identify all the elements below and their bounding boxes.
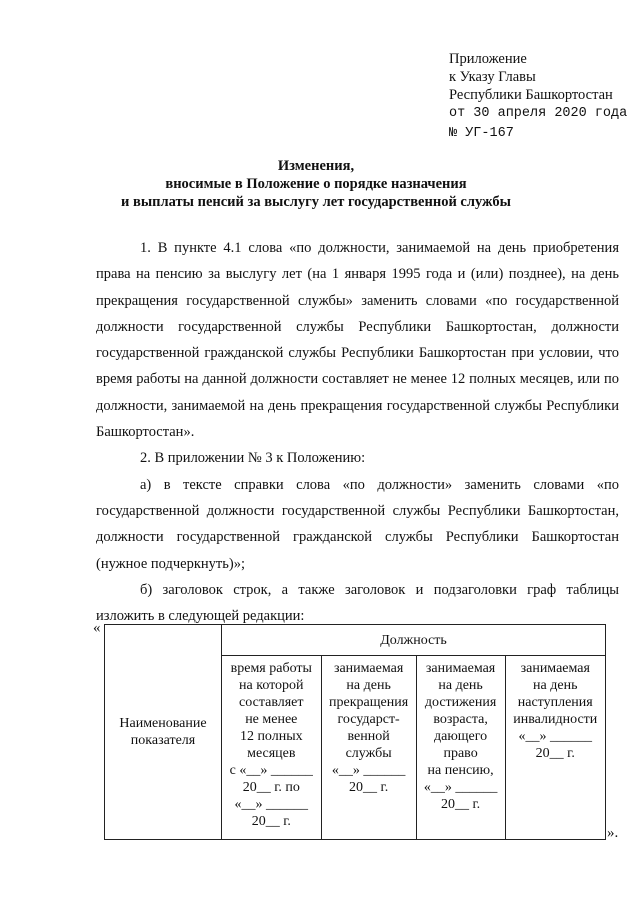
title-line-1: Изменения, <box>277 158 355 174</box>
col-pension-age-day <box>416 656 505 840</box>
col2-line: «__» ______ <box>331 763 406 778</box>
col-work-time <box>222 656 322 840</box>
appendix-block <box>449 50 627 144</box>
appendix-number: № УГ-167 <box>449 126 514 141</box>
col3-line: 20__ г. <box>441 797 481 812</box>
document-title <box>96 157 536 211</box>
col4-line: 20__ г. <box>535 746 575 761</box>
paragraph-3: а) в тексте справки слова «по должности» заменить словами «по государственной должности государственной службы Республики Башкортостан, должности государственной гражданской службы Республики Башкортостан (нужное подчеркнуть)»; <box>96 476 619 572</box>
col1-line: «__» ______ <box>234 797 309 812</box>
row-header-cell: Наименование показателя <box>105 625 222 840</box>
col1-line: месяцев <box>247 746 296 761</box>
paragraph-4-line-2: изложить в следующей редакции: <box>96 608 305 625</box>
appendix-title: Приложение <box>449 51 527 67</box>
title-line-2: вносимые в Положение о порядке назначения <box>165 176 467 192</box>
col4-line: наступления <box>517 695 593 710</box>
document-body <box>96 235 619 629</box>
appendix-republic: Республики Башкортостан <box>449 87 613 103</box>
title-line-3: и выплаты пенсий за выслугу лет государственной службы <box>121 194 511 210</box>
col1-line: 12 полных <box>239 729 303 744</box>
col4-line: инвалидности <box>513 712 598 727</box>
quote-close: ». <box>607 825 619 841</box>
col3-line: на день <box>438 678 483 693</box>
col-disability-day <box>505 656 605 840</box>
paragraph-2: 2. В приложении № 3 к Положению: <box>140 450 366 467</box>
col3-line: достижения <box>424 695 497 710</box>
col2-line: прекращения <box>329 695 409 710</box>
col2-line: государст- <box>337 712 400 727</box>
col3-line: занимаемая <box>425 661 496 676</box>
col3-line: возраста, <box>433 712 488 727</box>
col1-line: 20__ г. <box>251 814 291 829</box>
col2-line: занимаемая <box>333 661 404 676</box>
col4-line: на день <box>533 678 578 693</box>
appendix-decree-ref: к Указу Главы <box>449 69 536 85</box>
col2-line: службы <box>345 746 392 761</box>
col-termination-day <box>321 656 416 840</box>
appendix-date: от 30 апреля 2020 года <box>449 106 628 121</box>
paragraph-4-line-1: б) заголовок строк, а также заголовок и подзаголовки граф таблицы <box>140 581 619 598</box>
col1-line: с «__» ______ <box>229 763 313 778</box>
col2-line: на день <box>346 678 391 693</box>
col4-line: занимаемая <box>520 661 590 676</box>
col1-line: время работы <box>230 661 312 676</box>
col3-line: дающего <box>433 729 488 744</box>
indicators-table <box>104 624 606 840</box>
col1-line: на которой <box>239 678 304 693</box>
col1-line: не менее <box>245 712 298 727</box>
col1-line: составляет <box>239 695 304 710</box>
col4-line: «__» ______ <box>518 729 592 744</box>
col3-line: право <box>443 746 478 761</box>
quote-open: « <box>93 620 101 636</box>
col3-line: «__» ______ <box>423 780 498 795</box>
col1-line: 20__ г. по <box>242 780 300 795</box>
col2-line: венной <box>347 729 390 744</box>
paragraph-1: 1. В пункте 4.1 слова «по должности, занимаемой на день приобретения права на пенсию за выслугу лет (на 1 января 1995 года и (или) позднее), на день прекращения государственной службы» заменить словами «по государственной должности государственной службы Республики Башкортостан, должности государственной гражданской службы Республики Башкортостан при условии, что время работы на данной должности составляет не менее 12 полных месяцев, или по должности, занимаемой на день прекращения государственной службы Республики Башкортостан». <box>96 240 619 441</box>
position-group-header: Должность <box>222 625 606 656</box>
col2-line: 20__ г. <box>349 780 389 795</box>
col3-line: на пенсию, <box>427 763 494 778</box>
